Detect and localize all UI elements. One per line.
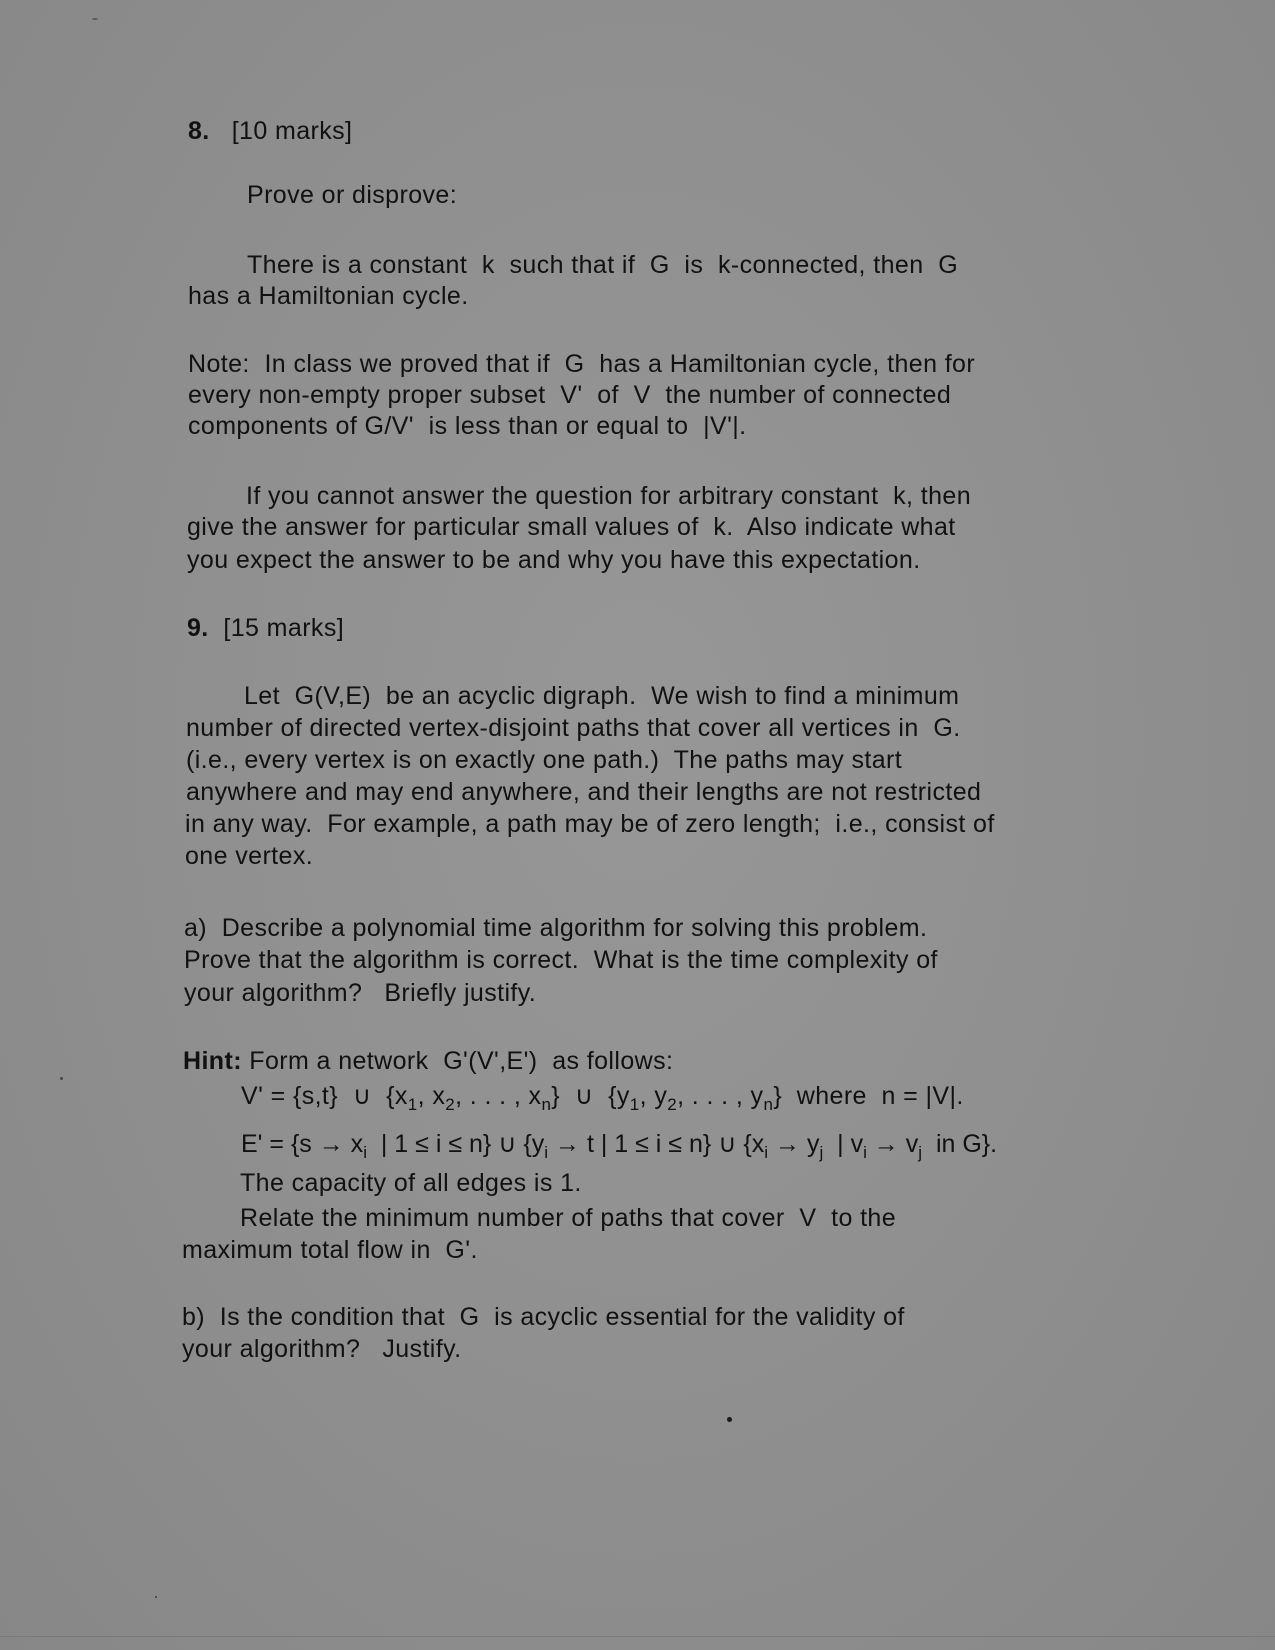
e-prime-subscript: j: [819, 1143, 824, 1162]
v-prime-part: , . . . , y: [677, 1082, 764, 1110]
v-prime-part: , x: [417, 1082, 446, 1110]
e-prime-part: → y: [768, 1130, 820, 1158]
e-prime-part: in G}.: [922, 1130, 998, 1158]
scan-speck: [727, 1417, 732, 1422]
question-8-header: [188, 116, 352, 146]
capacity-line: The capacity of all edges is 1.: [240, 1169, 582, 1197]
question-8-marks: [10 marks]: [231, 117, 353, 145]
question-9-hint-line: [183, 1046, 673, 1076]
question-8-followup-line-3: you expect the answer to be and why you have this expectation.: [187, 546, 921, 574]
v-prime-subscript: n: [541, 1095, 552, 1114]
question-8-statement-line-2: has a Hamiltonian cycle.: [188, 282, 469, 310]
question-9-intro-line-5: in any way. For example, a path may be of zero length; i.e., consist of: [185, 810, 995, 838]
e-prime-part: E' = {s → x: [241, 1130, 364, 1158]
question-9-number: 9.: [187, 614, 209, 642]
e-prime-part: → v: [866, 1130, 919, 1158]
question-9-marks: [15 marks]: [223, 614, 345, 642]
hint-label: Hint:: [183, 1047, 242, 1075]
v-prime-subscript: 1: [629, 1095, 640, 1114]
question-8-note-line-3: components of G/V' is less than or equal to |V'|.: [188, 412, 747, 440]
hint-text: Form a network G'(V',E') as follows:: [241, 1047, 674, 1075]
question-9-intro-line-3: (i.e., every vertex is on exactly one path.) The paths may start: [186, 746, 903, 774]
e-prime-subscript: i: [544, 1143, 549, 1162]
v-prime-subscript: 2: [445, 1095, 456, 1114]
v-prime-part: , y: [639, 1082, 668, 1110]
v-prime-subscript: 1: [407, 1095, 418, 1114]
question-8-statement-line-1: There is a constant k such that if G is k-connected, then G: [247, 251, 959, 279]
e-prime-subscript: i: [363, 1143, 367, 1162]
e-prime-part: | v: [823, 1130, 864, 1158]
v-prime-part: } where n = |V|.: [773, 1082, 964, 1110]
scan-speck: [92, 18, 98, 20]
question-9-intro-line-2: number of directed vertex-disjoint paths that cover all vertices in G.: [186, 714, 961, 742]
scan-bottom-edge: [0, 1636, 1275, 1637]
v-prime-part: V' = {s,t} ∪ {x: [241, 1082, 408, 1110]
question-8-number: 8.: [188, 117, 210, 145]
v-prime-definition: [241, 1081, 964, 1114]
e-prime-definition: [241, 1129, 998, 1162]
v-prime-subscript: n: [763, 1095, 774, 1114]
relate-line-2: maximum total flow in G'.: [182, 1236, 478, 1264]
question-9-part-a-line-2: Prove that the algorithm is correct. What is the time complexity of: [184, 946, 938, 974]
question-8-prompt: Prove or disprove:: [247, 181, 458, 209]
e-prime-subscript: j: [918, 1143, 923, 1162]
v-prime-subscript: 2: [667, 1095, 678, 1114]
question-9-intro-line-6: one vertex.: [185, 842, 314, 870]
relate-line-1: Relate the minimum number of paths that cover V to the: [240, 1204, 897, 1232]
scan-speck: [60, 1077, 63, 1080]
question-8-followup-line-1: If you cannot answer the question for arbitrary constant k, then: [246, 482, 971, 510]
question-9-part-a-line-1: a) Describe a polynomial time algorithm for solving this problem.: [184, 914, 928, 942]
question-9-header: [187, 613, 344, 643]
e-prime-part: | 1 ≤ i ≤ n} ∪ {y: [366, 1130, 545, 1158]
question-9-intro-line-4: anywhere and may end anywhere, and their lengths are not restricted: [186, 778, 982, 806]
question-8-note-line-2: every non-empty proper subset V' of V the number of connected: [188, 381, 952, 409]
question-9-part-a-line-3: your algorithm? Briefly justify.: [184, 979, 537, 1007]
question-9-part-b-line-2: your algorithm? Justify.: [182, 1335, 462, 1363]
e-prime-subscript: i: [764, 1143, 769, 1162]
e-prime-subscript: i: [863, 1143, 867, 1162]
question-8-followup-line-2: give the answer for particular small values of k. Also indicate what: [187, 513, 956, 541]
question-9-part-b-line-1: b) Is the condition that G is acyclic essential for the validity of: [182, 1303, 905, 1331]
question-9-intro-line-1: Let G(V,E) be an acyclic digraph. We wish to find a minimum: [244, 682, 960, 710]
v-prime-part: , . . . , x: [455, 1082, 542, 1110]
e-prime-part: → t | 1 ≤ i ≤ n} ∪ {x: [548, 1130, 765, 1158]
scan-speck: [155, 1596, 157, 1598]
v-prime-part: } ∪ {y: [551, 1082, 630, 1110]
question-8-note-line-1: Note: In class we proved that if G has a Hamiltonian cycle, then for: [188, 350, 976, 378]
